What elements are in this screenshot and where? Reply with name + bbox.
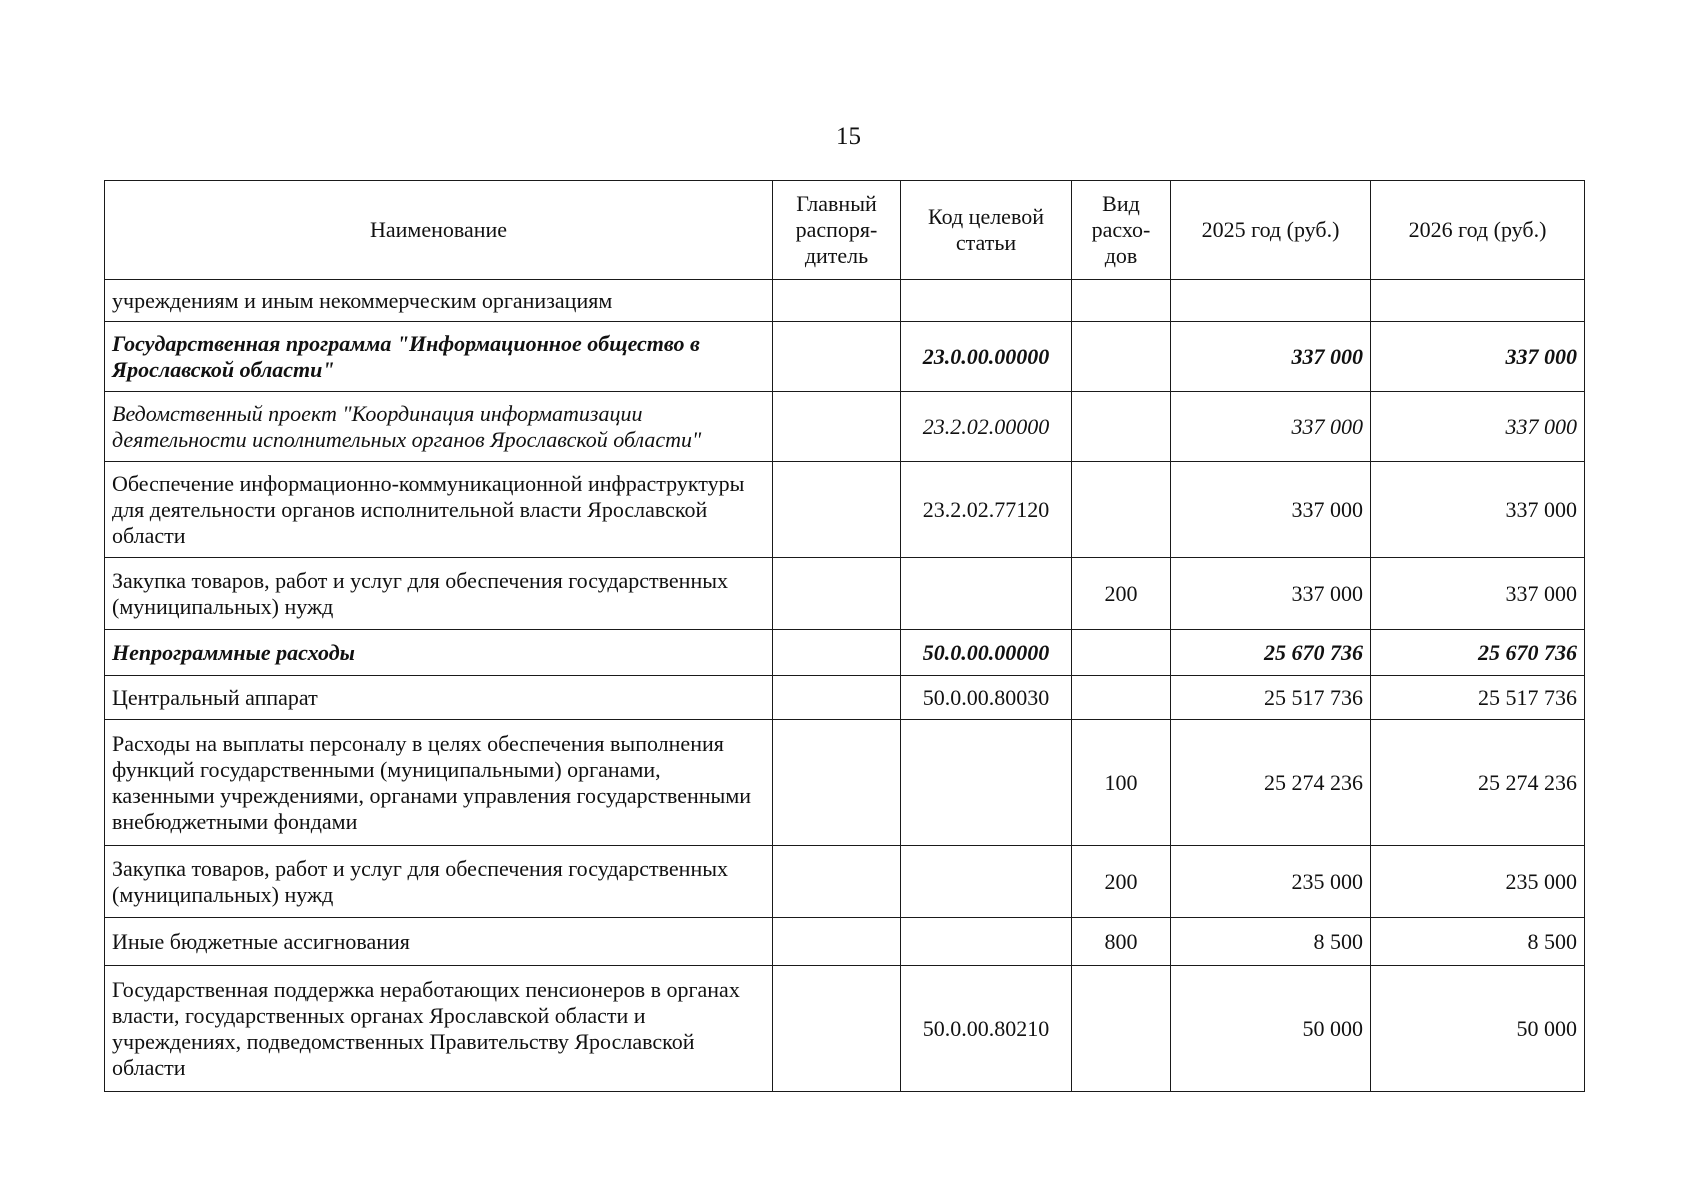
header-code: Код целевой статьи: [901, 181, 1072, 280]
header-expense-type: Вид расхо-дов: [1072, 181, 1171, 280]
row-name: Закупка товаров, работ и услуг для обеспечения государственных (муниципальных) нужд: [105, 846, 773, 918]
header-2026: 2026 год (руб.): [1371, 181, 1585, 280]
table-row: [105, 322, 1585, 392]
table-row: [105, 846, 1585, 918]
table-row: [105, 280, 1585, 322]
budget-table: [104, 180, 1585, 1092]
row-2026: 50 000: [1371, 966, 1585, 1092]
table-row: [105, 676, 1585, 720]
row-manager: [773, 630, 901, 676]
row-2025: 337 000: [1171, 322, 1371, 392]
header-name: Наименование: [105, 181, 773, 280]
row-manager: [773, 280, 901, 322]
row-name: учреждениям и иным некоммерческим организациям: [105, 280, 773, 322]
row-2026: 25 517 736: [1371, 676, 1585, 720]
row-manager: [773, 558, 901, 630]
row-name: Непрограммные расходы: [105, 630, 773, 676]
row-expense-type: [1072, 630, 1171, 676]
row-2026: 8 500: [1371, 918, 1585, 966]
row-expense-type: [1072, 966, 1171, 1092]
row-code: 50.0.00.00000: [901, 630, 1072, 676]
row-2026: 337 000: [1371, 462, 1585, 558]
row-code: [901, 846, 1072, 918]
row-2025: 235 000: [1171, 846, 1371, 918]
row-2026: 337 000: [1371, 322, 1585, 392]
row-code: 23.2.02.77120: [901, 462, 1072, 558]
row-manager: [773, 966, 901, 1092]
row-code: 23.2.02.00000: [901, 392, 1072, 462]
row-name: Закупка товаров, работ и услуг для обеспечения государственных (муниципальных) нужд: [105, 558, 773, 630]
table-row: [105, 966, 1585, 1092]
row-name: Центральный аппарат: [105, 676, 773, 720]
row-name: Обеспечение информационно-коммуникационной инфраструктуры для деятельности органов исполнительной власти Ярославской области: [105, 462, 773, 558]
row-code: 23.0.00.00000: [901, 322, 1072, 392]
row-2025: 337 000: [1171, 392, 1371, 462]
row-2026: 235 000: [1371, 846, 1585, 918]
row-manager: [773, 918, 901, 966]
row-name: Ведомственный проект "Координация информатизации деятельности исполнительных органов Ярославской области": [105, 392, 773, 462]
row-manager: [773, 720, 901, 846]
row-2025: 8 500: [1171, 918, 1371, 966]
row-2025: 25 517 736: [1171, 676, 1371, 720]
row-2025: 25 274 236: [1171, 720, 1371, 846]
row-expense-type: 800: [1072, 918, 1171, 966]
row-expense-type: [1072, 392, 1171, 462]
row-2026: 337 000: [1371, 558, 1585, 630]
table-row: [105, 558, 1585, 630]
row-2026: [1371, 280, 1585, 322]
table-row: [105, 918, 1585, 966]
row-name: Иные бюджетные ассигнования: [105, 918, 773, 966]
row-expense-type: [1072, 322, 1171, 392]
header-2025: 2025 год (руб.): [1171, 181, 1371, 280]
row-2025: 337 000: [1171, 558, 1371, 630]
row-expense-type: 200: [1072, 846, 1171, 918]
table-row: [105, 630, 1585, 676]
table-header-row: [105, 181, 1585, 280]
row-2025: 337 000: [1171, 462, 1371, 558]
row-name: Государственная программа "Информационное общество в Ярославской области": [105, 322, 773, 392]
table-row: [105, 720, 1585, 846]
header-manager: Главный распоря-дитель: [773, 181, 901, 280]
row-code: [901, 280, 1072, 322]
row-2025: 50 000: [1171, 966, 1371, 1092]
row-expense-type: 100: [1072, 720, 1171, 846]
row-expense-type: [1072, 676, 1171, 720]
page-number: 15: [836, 123, 861, 150]
row-manager: [773, 846, 901, 918]
row-expense-type: 200: [1072, 558, 1171, 630]
row-code: [901, 720, 1072, 846]
row-manager: [773, 676, 901, 720]
row-manager: [773, 322, 901, 392]
row-code: 50.0.00.80210: [901, 966, 1072, 1092]
row-name: Государственная поддержка неработающих пенсионеров в органах власти, государственных органах Ярославской области и учреждениях, подведомственных Правительству Ярославской области: [105, 966, 773, 1092]
row-code: [901, 918, 1072, 966]
table-row: [105, 462, 1585, 558]
row-expense-type: [1072, 280, 1171, 322]
row-2026: 25 670 736: [1371, 630, 1585, 676]
row-manager: [773, 462, 901, 558]
row-2026: 337 000: [1371, 392, 1585, 462]
row-code: 50.0.00.80030: [901, 676, 1072, 720]
table-row: [105, 392, 1585, 462]
row-2026: 25 274 236: [1371, 720, 1585, 846]
row-2025: [1171, 280, 1371, 322]
row-expense-type: [1072, 462, 1171, 558]
row-2025: 25 670 736: [1171, 630, 1371, 676]
row-manager: [773, 392, 901, 462]
row-name: Расходы на выплаты персоналу в целях обеспечения выполнения функций государственными (муниципальными) органами, казенными учреждениями, органами управления государственными внебюджетными фондами: [105, 720, 773, 846]
row-code: [901, 558, 1072, 630]
